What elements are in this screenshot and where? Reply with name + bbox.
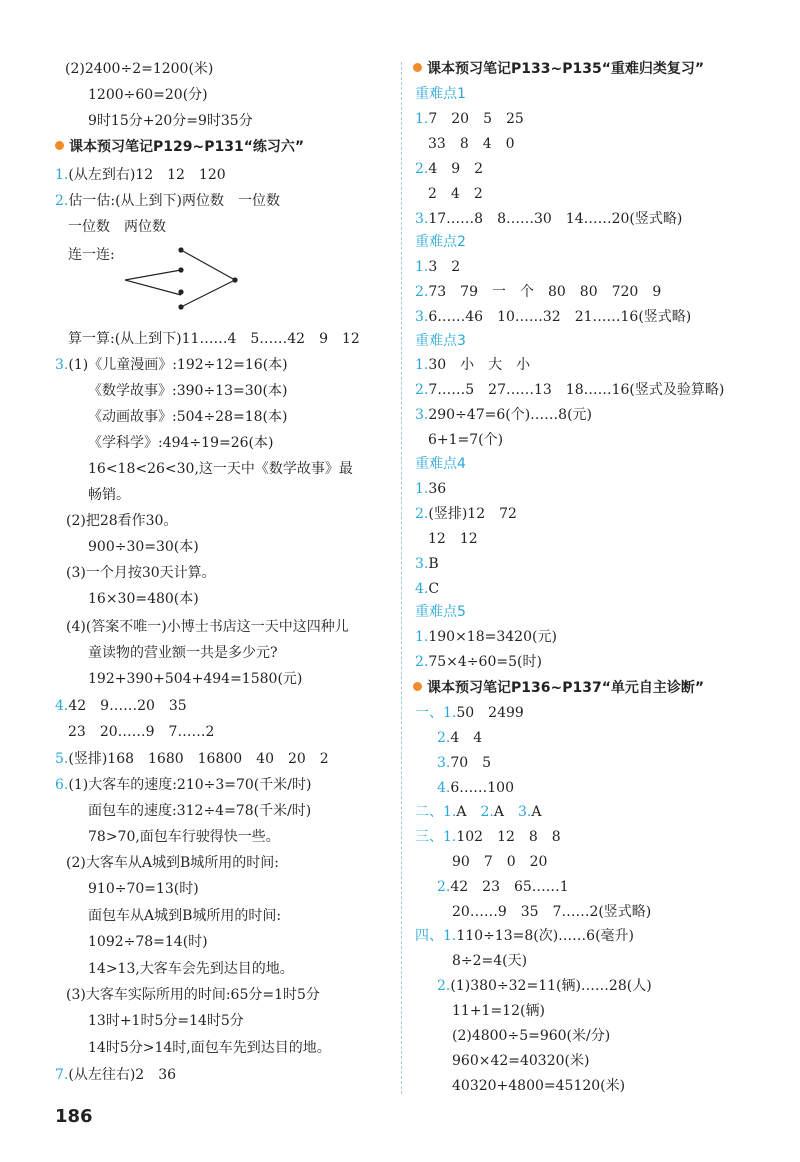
text-line: 6+1=7(个) (428, 432, 504, 448)
answer-line: 3.17……8 8……30 14……20(竖式略) (415, 211, 683, 227)
answer-line: 1.36 (415, 481, 447, 497)
text-line: 192+390+504+494=1580(元) (88, 671, 303, 687)
subsection-heading: 重难点3 (415, 333, 466, 349)
answer-line: 2.42 23 65……1 (437, 879, 569, 895)
text-line: 910÷70=13(时) (88, 881, 199, 897)
text-line: 连一连: (68, 247, 115, 263)
answer-line: 2.(1)380÷32=11(辆)……28(人) (437, 978, 652, 994)
subsection-heading: 重难点1 (415, 86, 466, 102)
text-line: 78>70,面包车行驶得快一些。 (88, 829, 280, 845)
text-line: 算一算:(从上到下)11……4 5……42 9 12 (68, 331, 360, 347)
answer-line: 1.190×18=3420(元) (415, 629, 557, 645)
bullet-dot-icon (413, 682, 422, 691)
text-line: 9时15分+20分=9时35分 (88, 113, 253, 129)
answer-line: 1.30 小 大 小 (415, 357, 531, 373)
match-dot (178, 304, 183, 309)
match-dot (232, 277, 237, 282)
text-line: 16<18<26<30,这一天中《数学故事》最 (88, 461, 353, 477)
text-line: (3)大客车实际所用的时间:65分=1时5分 (66, 987, 320, 1003)
answer-line: 1.3 2 (415, 259, 461, 275)
subsection-heading: 重难点2 (415, 234, 466, 250)
answer-line: 二、1.A 2.A 3.A (415, 804, 542, 820)
text-line: 23 20……9 7……2 (68, 724, 215, 740)
text-line: 12 12 (428, 531, 478, 547)
answer-line: 1.7 20 5 25 (415, 111, 524, 127)
answer-line: 4.6……100 (437, 780, 514, 796)
answer-line: 1.(从左到右)12 12 120 (55, 167, 226, 183)
answer-line: 4.C (415, 581, 440, 597)
section-heading: 课本预习笔记P136~P137“单元自主诊断” (413, 679, 704, 697)
text-line: 畅销。 (88, 487, 130, 503)
text-line: 一位数 两位数 (68, 219, 166, 235)
text-line: 1200÷60=20(分) (88, 87, 208, 103)
text-line: 面包车的速度:312÷4=78(千米/时) (88, 803, 312, 819)
match-dot (178, 267, 183, 272)
matching-diagram (115, 240, 245, 320)
text-line: 《数学故事》:390÷13=30(本) (88, 383, 288, 399)
text-line: (4)(答案不唯一)小博士书店这一天中这四种儿 (66, 619, 349, 635)
text-line: 8÷2=4(天) (452, 953, 528, 969)
answer-line: 三、1.102 12 8 8 (415, 829, 561, 845)
answer-line: 一、1.50 2499 (415, 705, 524, 721)
text-line: 童读物的营业额一共是多少元? (88, 645, 278, 661)
text-line: (2)大客车从A城到B城所用的时间: (66, 855, 279, 871)
text-line: 20……9 35 7……2(竖式略) (452, 904, 652, 920)
text-line: 16×30=480(本) (88, 591, 199, 607)
section-heading: 课本预习笔记P133~P135“重难归类复习” (413, 60, 704, 78)
answer-line: 2.4 9 2 (415, 161, 484, 177)
text-line: 13时+1时5分=14时5分 (88, 1013, 244, 1029)
answer-line: 四、1.110÷13=8(次)……6(毫升) (415, 928, 635, 944)
answer-line: 2.73 79 一 个 80 80 720 9 (415, 284, 662, 300)
text-line: 11+1=12(辆) (452, 1003, 545, 1019)
text-line: 33 8 4 0 (428, 136, 515, 152)
answer-line: 6.(1)大客车的速度:210÷3=70(千米/时) (55, 777, 312, 793)
text-line: 1092÷78=14(时) (88, 934, 208, 950)
answer-line: 3.6……46 10……32 21……16(竖式略) (415, 309, 692, 325)
answer-line: 3.B (415, 556, 439, 572)
text-line: 《学科学》:494÷19=26(本) (88, 435, 274, 451)
text-line: 14>13,大客车会先到达目的地。 (88, 961, 294, 977)
subsection-heading: 重难点5 (415, 604, 466, 620)
column-divider (401, 62, 402, 1094)
text-line: 960×42=40320(米) (452, 1053, 590, 1069)
text-line: 40320+4800=45120(米) (452, 1078, 626, 1094)
text-line: 90 7 0 20 (452, 854, 548, 870)
answer-line: 5.(竖排)168 1680 16800 40 20 2 (55, 751, 329, 767)
answer-line: 4.42 9……20 35 (55, 698, 187, 714)
text-line: 14时5分>14时,面包车先到达目的地。 (88, 1040, 331, 1056)
text-line: 《动画故事》:504÷28=18(本) (88, 409, 288, 425)
text-line: (3)一个月按30天计算。 (66, 565, 216, 581)
bullet-dot-icon (55, 141, 64, 150)
answer-line: 2.(竖排)12 72 (415, 506, 517, 522)
bullet-dot-icon (413, 63, 422, 72)
match-dot (178, 289, 183, 294)
answer-line: 3.70 5 (437, 755, 492, 771)
answer-line: 2.4 4 (437, 730, 483, 746)
text-line: (2)把28看作30。 (66, 513, 178, 529)
subsection-heading: 重难点4 (415, 456, 466, 472)
match-dot (178, 247, 183, 252)
answer-line: 7.(从左往右)2 36 (55, 1067, 177, 1083)
text-line: (2)2400÷2=1200(米) (65, 61, 214, 77)
section-heading: 课本预习笔记P129~P131“练习六” (55, 138, 304, 156)
text-line: (2)4800÷5=960(米/分) (452, 1028, 611, 1044)
text-line: 面包车从A城到B城所用的时间: (88, 908, 282, 924)
answer-line: 2.估一估:(从上到下)两位数 一位数 (55, 193, 280, 209)
text-line: 900÷30=30(本) (88, 539, 199, 555)
text-line: 2 4 2 (428, 186, 483, 202)
answer-line: 3.(1)《儿童漫画》:192÷12=16(本) (55, 357, 288, 373)
answer-line: 3.290÷47=6(个)……8(元) (415, 407, 593, 423)
answer-line: 2.7……5 27……13 18……16(竖式及验算略) (415, 382, 725, 398)
page-number: 186 (55, 1106, 93, 1127)
answer-line: 2.75×4÷60=5(时) (415, 654, 542, 670)
